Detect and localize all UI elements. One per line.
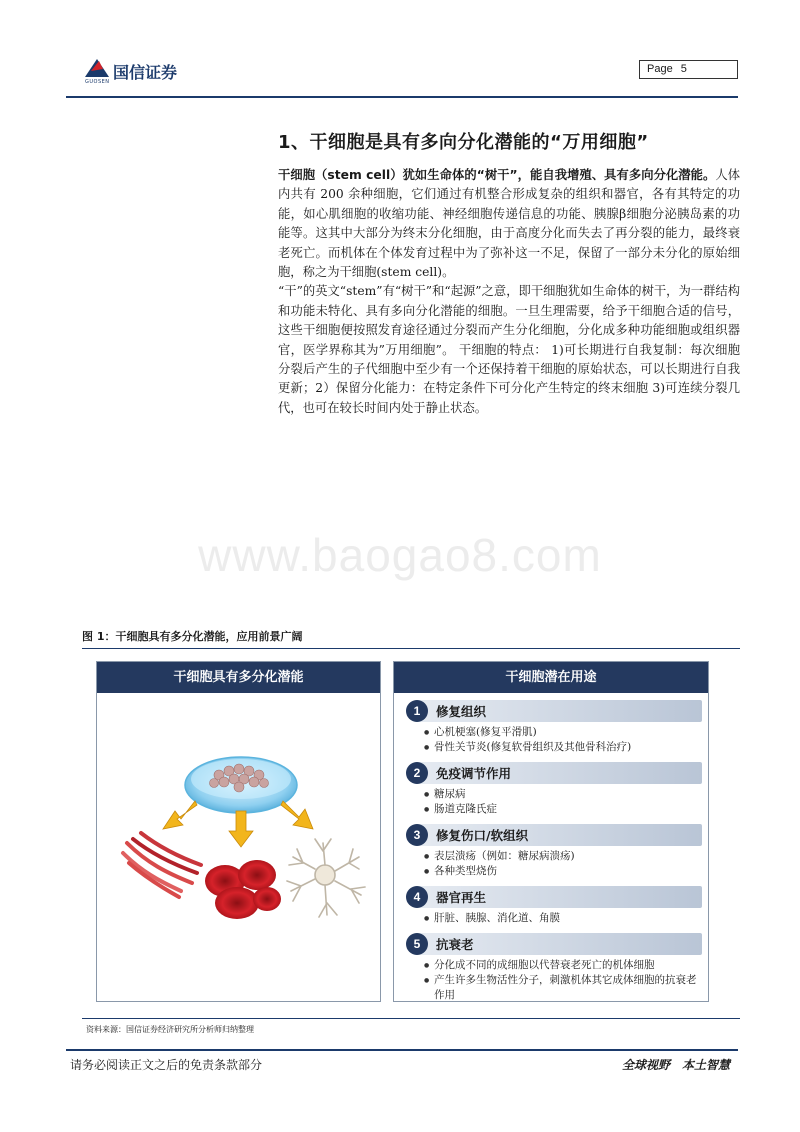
use-item	[406, 886, 702, 926]
number-badge: 1	[406, 700, 428, 722]
figure-caption: 图 1：干细胞具有多分化潜能，应用前景广阔	[82, 628, 740, 649]
use-header	[414, 886, 702, 908]
stem-cell-illustration	[97, 693, 380, 1001]
use-bullets	[406, 722, 702, 755]
bullet-item: ● 肠道克隆氏症	[424, 802, 702, 817]
use-label: 修复伤口/软组织	[436, 828, 529, 843]
use-label: 抗衰老	[436, 937, 474, 952]
footer-disclaimer: 请务必阅读正文之后的免责条款部分	[70, 1058, 263, 1072]
logo-name: 国信证券	[113, 63, 178, 82]
use-header	[414, 762, 702, 784]
left-panel-title: 干细胞具有多分化潜能	[97, 662, 380, 693]
use-bullets	[406, 908, 702, 926]
use-header	[414, 824, 702, 846]
footer-slogan	[622, 1056, 730, 1073]
red-blood-cell-icon	[205, 860, 281, 919]
bullet-item: ● 肝脏、胰腺、消化道、角膜	[424, 911, 702, 926]
muscle-fiber-icon	[123, 833, 201, 897]
header-rule	[66, 96, 738, 98]
paragraph-1-text: 人体内共有 200 余种细胞，它们通过有机整合形成复杂的组织和器官，各有其特定的功能，如心肌细胞的收缩功能、神经细胞传递信息的功能、胰腺β细胞分泌胰岛素的功能等。这其中大部分为终末分化细胞，由于高度分化而失去了再分裂的能力，最终衰老死亡。而机体在个体发育过程中为了弥补这一不足，保留了一部分未分化的原始细胞，称之为干细胞(stem cell)。	[278, 168, 740, 280]
bullet-item: ● 各种类型烧伤	[424, 864, 702, 879]
bullet-item: ● 糖尿病	[424, 787, 702, 802]
page-label: Page	[647, 63, 673, 75]
petri-dish-icon	[185, 757, 297, 813]
company-logo	[83, 57, 203, 91]
bullet-item: ● 骨性关节炎(修复软骨组织及其他骨科治疗)	[424, 740, 702, 755]
use-bullets	[406, 846, 702, 879]
bullet-item: ● 分化成不同的成细胞以代替衰老死亡的机体细胞	[424, 958, 702, 973]
bullet-item: ● 产生许多生物活性分子，刺激机体其它成体细胞的抗衰老作用	[424, 973, 702, 1003]
use-label: 修复组织	[436, 704, 487, 719]
footer-rule	[66, 1049, 738, 1051]
use-item	[406, 933, 702, 1003]
number-badge: 3	[406, 824, 428, 846]
use-bullets	[406, 955, 702, 1003]
logo-sub: GUOSEN	[85, 79, 110, 85]
page-number: 5	[680, 63, 687, 75]
figure-source: 资料来源：国信证券经济研究所分析师归纳整理	[86, 1025, 254, 1034]
use-header	[414, 700, 702, 722]
arrow-right-icon	[281, 801, 313, 829]
neuron-icon	[287, 839, 365, 917]
use-item	[406, 762, 702, 817]
section-title: 1、干细胞是具有多向分化潜能的“万用细胞”	[278, 132, 649, 153]
figure-left-panel	[96, 661, 381, 1002]
use-header	[414, 933, 702, 955]
article-body	[278, 166, 740, 418]
use-label: 免疫调节作用	[436, 766, 512, 781]
number-badge: 5	[406, 933, 428, 955]
number-badge: 2	[406, 762, 428, 784]
bullet-item: ● 心机梗塞(修复平滑肌)	[424, 725, 702, 740]
right-panel-title: 干细胞潜在用途	[394, 662, 708, 693]
use-label: 器官再生	[436, 890, 487, 905]
figure-bottom-rule	[82, 1018, 740, 1019]
logo-mark-icon	[83, 57, 111, 79]
bold-lead: 干细胞（stem cell）犹如生命体的“树干”，能自我增殖、具有多向分化潜能。	[278, 168, 716, 182]
use-bullets	[406, 784, 702, 817]
use-item	[406, 824, 702, 879]
page-indicator	[639, 60, 738, 79]
number-badge: 4	[406, 886, 428, 908]
figure-right-panel	[393, 661, 709, 1002]
paragraph-2: “干”的英文“stem”有“树干”和“起源”之意，即干细胞犹如生命体的树干，为一群结构和功能未特化、具有多向分化潜能的细胞。一旦生理需要，给予干细胞合适的信号，这些干细胞便按照发育途径通过分裂而产生分化细胞，分化成多种功能细胞或组织器官，医学界称其为”万用细胞”。 干细胞的特点： 1)可长期进行自我复制：每次细胞分裂后产生的子代细胞中至少有一个还保持着干细胞的原始状态，可以长期进行自我更新；2）保留分化能力：在特定条件下可分化产生特定的终末细胞 3)可连续分裂几代，也可在较长时间内处于静止状态。	[278, 284, 740, 415]
uses-list	[406, 700, 702, 1010]
watermark: www.baogao8.com	[198, 529, 602, 581]
arrow-left-icon	[163, 801, 197, 829]
bullet-item: ● 表层溃疡（例如：糖尿病溃疡)	[424, 849, 702, 864]
arrow-down-icon	[229, 811, 253, 847]
slogan-part-a: 全球视野	[622, 1058, 671, 1072]
slogan-part-b: 本土智慧	[682, 1058, 731, 1072]
paragraph-1	[278, 166, 740, 282]
use-item	[406, 700, 702, 755]
